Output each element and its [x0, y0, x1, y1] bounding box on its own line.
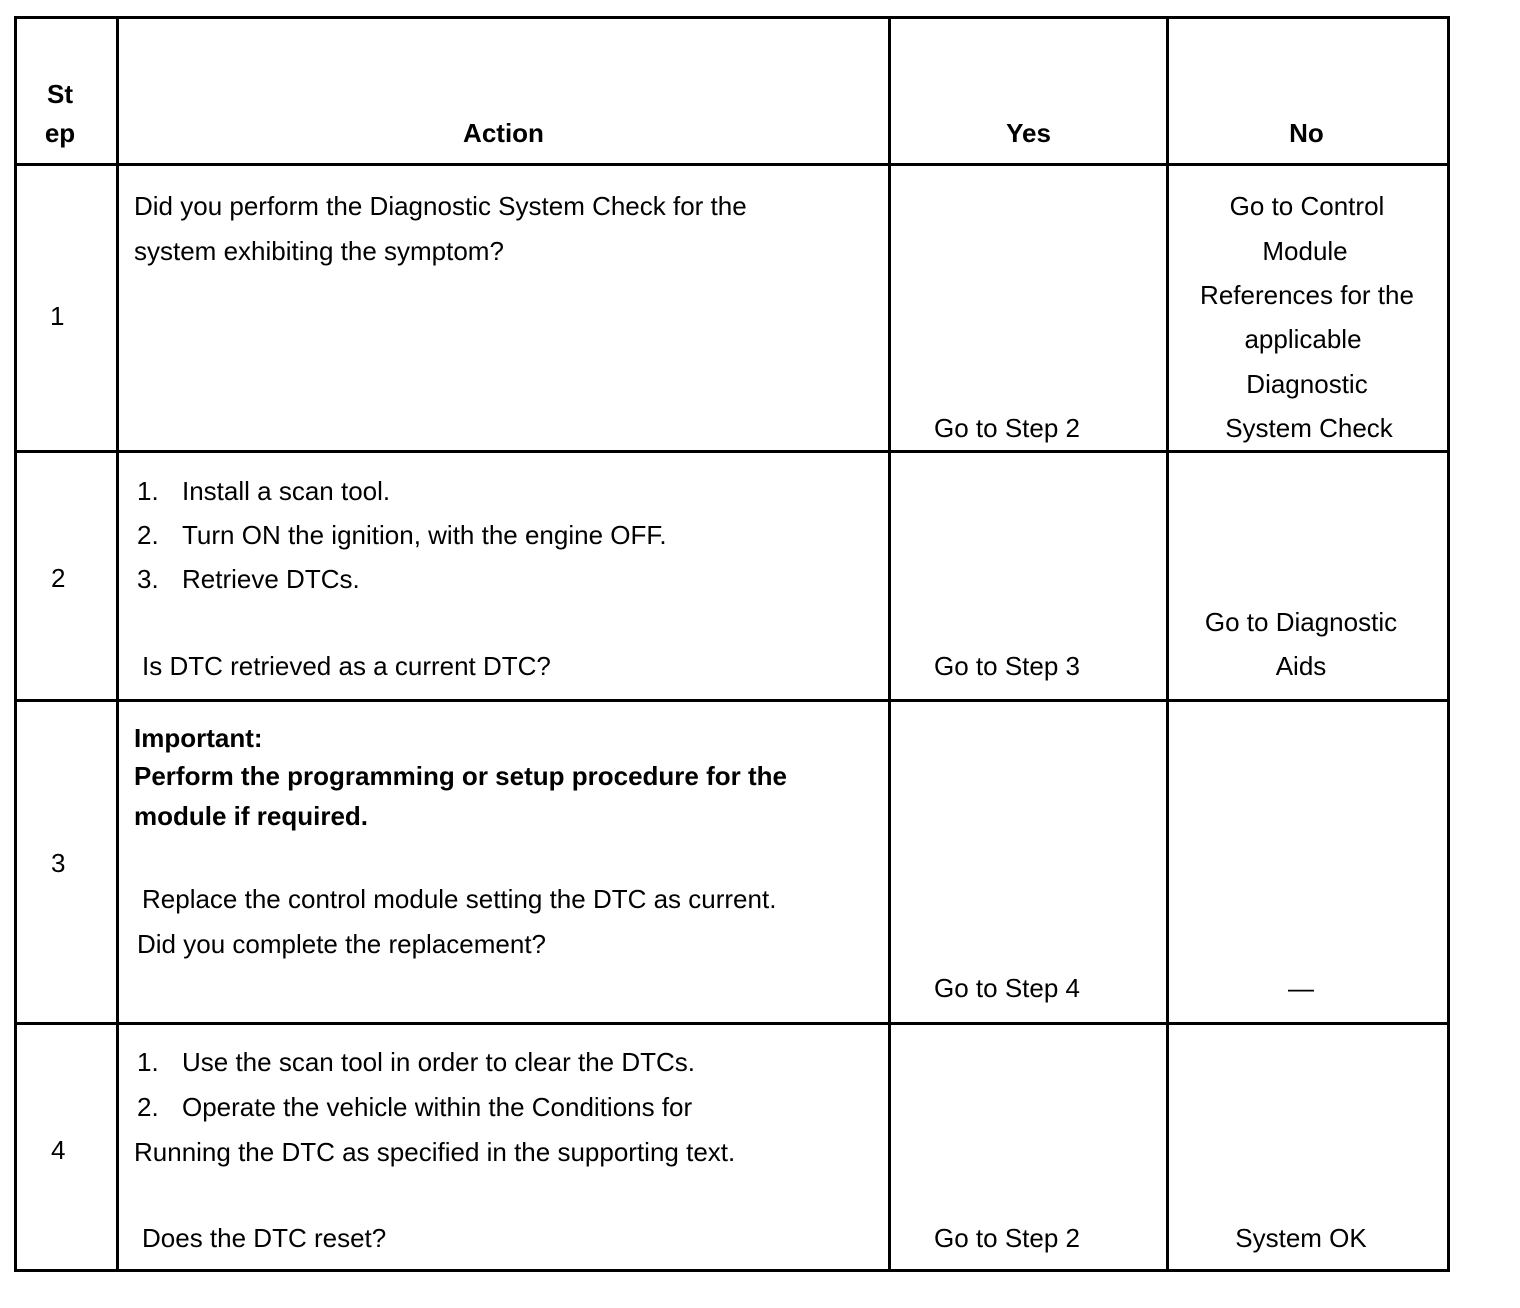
no-result: — — [1288, 973, 1314, 1003]
no-result: applicable — [1244, 324, 1362, 354]
action-text: Running the DTC as specified in the supporting text. — [134, 1137, 736, 1167]
yes-result: Go to Step 2 — [934, 1223, 1080, 1253]
header-row — [17, 19, 1447, 163]
no-result: Go to Diagnostic — [1204, 607, 1398, 637]
important-label: Important: — [134, 723, 263, 753]
no-result: System OK — [1235, 1223, 1367, 1253]
list-item-number: 3. — [137, 564, 159, 594]
diagnostic-table — [14, 16, 1450, 1272]
yes-result: Go to Step 3 — [934, 651, 1080, 681]
header-step-line2: ep — [44, 118, 76, 148]
list-item: Use the scan tool in order to clear the DTCs. — [182, 1047, 696, 1077]
header-action: Action — [463, 118, 544, 148]
yes-result: Go to Step 2 — [934, 413, 1080, 443]
action-text: system exhibiting the symptom? — [134, 236, 504, 266]
yes-result: Go to Step 4 — [934, 973, 1080, 1003]
step-number: 3 — [51, 848, 66, 878]
list-item: Install a scan tool. — [182, 476, 391, 506]
no-result: Aids — [1275, 651, 1327, 681]
list-item: Retrieve DTCs. — [182, 564, 360, 594]
header-no: No — [1289, 118, 1324, 148]
list-item-number: 2. — [137, 1092, 159, 1122]
question-text: Does the DTC reset? — [142, 1223, 387, 1253]
table-row — [17, 166, 1447, 450]
list-item: Turn ON the ignition, with the engine OFF. — [182, 520, 667, 550]
list-item-number: 1. — [137, 476, 159, 506]
no-result: References for the — [1200, 280, 1414, 310]
action-text: Did you complete the replacement? — [137, 929, 547, 959]
list-item-number: 1. — [137, 1047, 159, 1077]
no-result: Diagnostic — [1246, 369, 1368, 399]
step-number: 1 — [50, 301, 65, 331]
header-yes: Yes — [1006, 118, 1051, 148]
step-number: 2 — [51, 563, 66, 593]
important-text: module if required. — [134, 801, 369, 831]
important-text: Perform the programming or setup procedure for the — [134, 761, 787, 791]
no-result: Module — [1262, 236, 1348, 266]
table-row — [17, 453, 1447, 699]
question-text: Is DTC retrieved as a current DTC? — [142, 651, 551, 681]
table-row — [17, 702, 1447, 1022]
action-text: Replace the control module setting the DTC as current. — [142, 884, 777, 914]
action-text: Did you perform the Diagnostic System Check for the — [134, 191, 747, 221]
table-row — [17, 1025, 1447, 1269]
list-item: Operate the vehicle within the Conditions for — [182, 1092, 693, 1122]
no-result: System Check — [1225, 413, 1393, 443]
step-number: 4 — [51, 1135, 66, 1165]
header-step-line1: St — [47, 79, 73, 109]
list-item-number: 2. — [137, 520, 159, 550]
no-result: Go to Control — [1229, 191, 1385, 221]
